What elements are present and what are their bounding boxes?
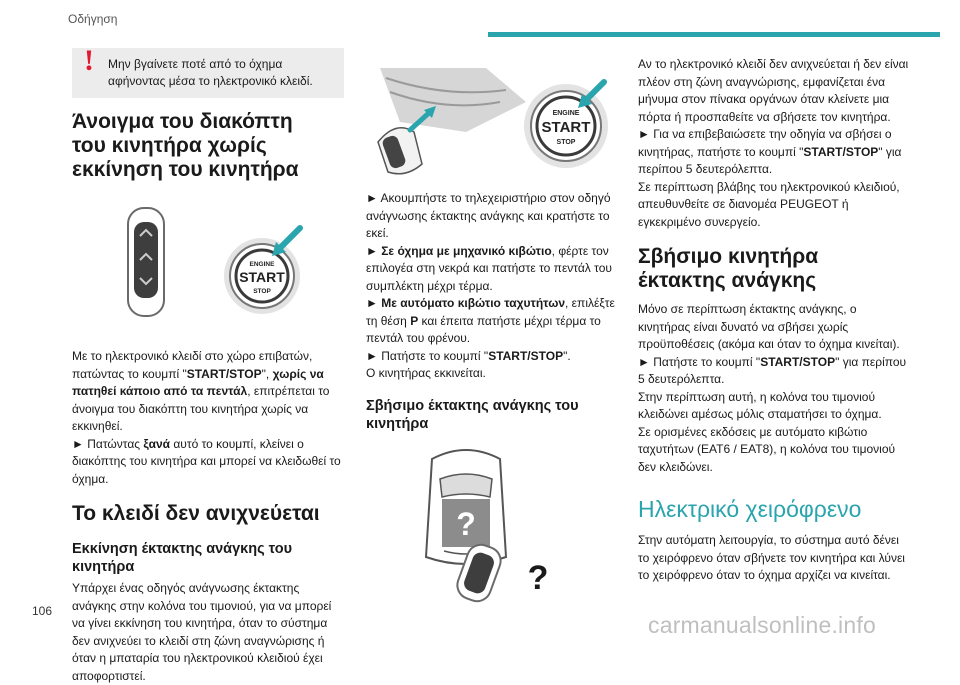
paragraph-press-start-stop: ► Πατήστε το κουμπί "START/STOP" για περίπου 5 δευτερόλεπτα. bbox=[638, 354, 907, 386]
paragraph-column-locks: Στην περίπτωση αυτή, η κολόνα του τιμονιού κλειδώνει αμέσως μόλις σταματήσει το όχημα. bbox=[638, 389, 882, 421]
steering-column-icon bbox=[380, 68, 526, 132]
key-fob-icon bbox=[128, 208, 164, 316]
paragraph-parking-brake-auto: Στην αυτόματη λειτουργία, το σύστημα αυτό δένει το χειρόφρενο όταν σβήνετε τον κινητήρα και λύνει το χειρόφρενο όταν το όχημα αρχίζει να κινείται. bbox=[638, 533, 905, 582]
column-middle bbox=[366, 48, 628, 607]
warning-text: Μην βγαίνετε ποτέ από το όχημα αφήνοντας μέσα το ηλεκτρονικό κλειδί. bbox=[108, 57, 313, 88]
page-number: 106 bbox=[32, 604, 53, 618]
paragraph-emergency-only: Μόνο σε περίπτωση έκτακτης ανάγκης, ο κινητήρας είναι δυνατό να σβήσει χωρίς προϋποθέσεις (ακόμα και όταν το όχημα κινείται). bbox=[638, 302, 900, 351]
paragraph-key-not-detected-message: Αν το ηλεκτρονικό κλειδί δεν ανιχνεύεται ή δεν είναι πλέον στη ζώνη αναγνώρισης, εμφανίζεται ένα μήνυμα στον πίνακα οργάνων όταν κλείνετε μια πόρτα ή προσπαθείτε να σβήσετε τον κινητήρα. bbox=[638, 57, 909, 124]
button-text-start: START bbox=[239, 269, 285, 285]
header-accent-bar bbox=[488, 32, 940, 37]
step-automatic-gearbox: ► Με αυτόματο κιβώτιο ταχυτήτων, επιλέξτε τη θέση P και έπειτα πατήστε μέχρι τέρμα το πεντάλ του φρένου. bbox=[366, 296, 615, 345]
section-header: Οδήγηση bbox=[68, 12, 118, 26]
heading-key-not-detected: Το κλειδί δεν ανιχνεύεται bbox=[72, 502, 320, 525]
heading-electric-parking-brake: Ηλεκτρικό χειρόφρενο bbox=[638, 496, 862, 522]
subheading-emergency-start: Εκκίνηση έκτακτης ανάγκης του κινητήρα bbox=[72, 541, 293, 575]
button-text-stop: STOP bbox=[556, 139, 576, 146]
result-engine-starts: Ο κινητήρας εκκινείται. bbox=[366, 366, 486, 380]
warning-icon: ! bbox=[84, 44, 94, 77]
step-manual-gearbox: ► Σε όχημα με μηχανικό κιβώτιο, φέρτε τον επιλογέα στη νεκρά και πατήστε το πεντάλ του συμπλέκτη μέχρι τέρμα. bbox=[366, 243, 612, 293]
illustration-emergency-reader bbox=[366, 68, 628, 180]
hand-with-key-icon bbox=[378, 128, 422, 174]
heading-open-ignition: Άνοιγμα του διακόπτη του κινητήρα χωρίς εκκίνηση του κινητήρα bbox=[72, 110, 299, 181]
button-text-engine: ENGINE bbox=[249, 261, 275, 268]
paragraph-emergency-reader: Υπάρχει ένας οδηγός ανάγνωσης έκτακτης ανάγκης στην κολόνα του τιμονιού, για να μπορεί να γίνει εκκίνηση του κινητήρα, όταν το σύστημα δεν ανιχνεύει το κλειδί στη ζώνη αναγνώρισης ή όταν η μπαταρία του ηλεκτρονικού κλειδιού έχει αποφορτιστεί. bbox=[72, 581, 332, 683]
question-mark-key: ? bbox=[527, 558, 549, 597]
heading-emergency-engine-stop: Σβήσιμο κινητήρα έκτακτης ανάγκης bbox=[638, 245, 819, 292]
paragraph-confirm-stop: ► Για να επιβεβαιώσετε την οδηγία να σβήσει ο κινητήρας, πατήστε το κουμπί "START/STOP" για περίπου 5 δευτερόλεπτα. bbox=[638, 127, 902, 176]
column-right bbox=[638, 48, 910, 585]
step-press-start-stop: ► Πατήστε το κουμπί "START/STOP". bbox=[366, 348, 571, 363]
button-text-engine: ENGINE bbox=[552, 110, 580, 117]
warning-box bbox=[72, 44, 344, 98]
question-mark-in-car: ? bbox=[456, 505, 476, 542]
paragraph-open-ignition: Με το ηλεκτρονικό κλειδί στο χώρο επιβατών, πατώντας το κουμπί "START/STOP", χωρίς να πατηθεί κάποιο από τα πεντάλ, επιτρέπεται το άνοιγμα του διακόπτη του κινητήρα χωρίς να εκκινηθεί. bbox=[72, 349, 330, 433]
step-hold-key: ► Ακουμπήστε το τηλεχειριστήριο στον οδηγό ανάγνωσης έκτακτης ανάγκης και κρατήστε το εκεί. bbox=[366, 191, 611, 240]
button-text-stop: STOP bbox=[253, 288, 271, 295]
button-text-start: START bbox=[541, 119, 591, 136]
watermark-text: carmanualsonline.info bbox=[648, 612, 876, 638]
illustration-key-not-detected bbox=[366, 439, 628, 607]
paragraph-key-failure: Σε περίπτωση βλάβης του ηλεκτρονικού κλειδιού, απευθυνθείτε σε διανομέα PEUGEOT ή εγκεκριμένο συνεργείο. bbox=[638, 179, 900, 229]
illustration-key-and-button bbox=[72, 202, 344, 340]
paragraph-eat-versions: Σε ορισμένες εκδόσεις με αυτόματο κιβώτιο ταχυτήτων (EAT6 / EAT8), η κολόνα του τιμονιού δεν κλειδώνει. bbox=[638, 424, 896, 474]
paragraph-press-again: ► Πατώντας ξανά αυτό το κουμπί, κλείνει ο διακόπτης του κινητήρα και μπορεί να κλειδωθεί το όχημα. bbox=[72, 436, 341, 486]
subheading-emergency-stop: Σβήσιμο έκτακτης ανάγκης του κινητήρα bbox=[366, 397, 579, 432]
column-left bbox=[72, 44, 344, 685]
